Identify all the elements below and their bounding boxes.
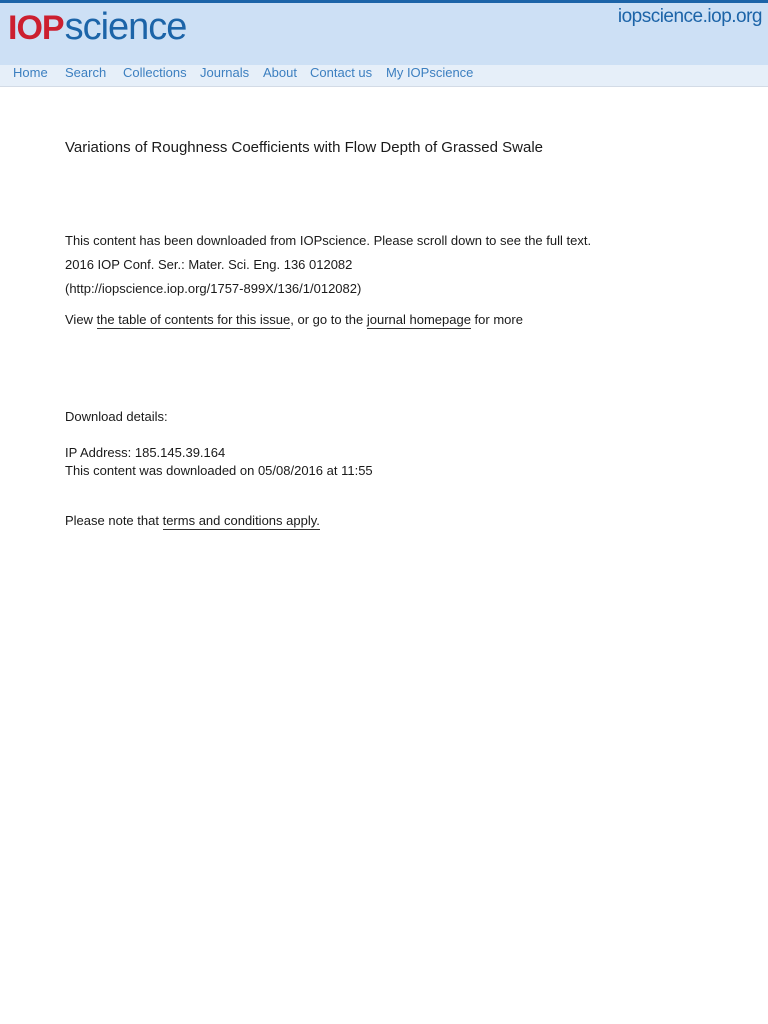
downloaded-note: This content has been downloaded from IOPscience. Please scroll down to see the full text. [65, 233, 592, 248]
journal-homepage-link[interactable]: journal homepage [366, 312, 471, 327]
nav-contact-us[interactable]: Contact us [310, 65, 373, 80]
nav-journals[interactable]: Journals [200, 65, 250, 80]
view-line [65, 312, 523, 328]
ip-address: IP Address: 185.145.39.164 [65, 445, 226, 460]
logo-science-text: science [64, 6, 187, 48]
nav-home[interactable]: Home [13, 65, 48, 80]
view-middle: , or go to the [290, 312, 367, 327]
terms-and-conditions-link[interactable]: terms and conditions apply. [162, 513, 320, 528]
download-details-heading: Download details: [65, 409, 168, 424]
view-suffix: for more [470, 312, 523, 327]
table-of-contents-link[interactable]: the table of contents for this issue [96, 312, 291, 327]
nav-collections[interactable]: Collections [123, 65, 187, 80]
main-nav [0, 65, 768, 87]
terms-line [65, 513, 320, 529]
view-prefix: View [65, 312, 97, 327]
nav-my-iopscience[interactable]: My IOPscience [386, 65, 474, 80]
article-title: Variations of Roughness Coefficients with Flow Depth of Grassed Swale [65, 139, 544, 156]
logo-iop-text: IOP [8, 9, 64, 47]
iopscience-logo[interactable] [8, 3, 186, 51]
site-header [0, 0, 768, 65]
article-citation: 2016 IOP Conf. Ser.: Mater. Sci. Eng. 136 012082 [65, 257, 353, 272]
nav-search[interactable]: Search [65, 65, 107, 80]
download-date: This content was downloaded on 05/08/2016 at 11:55 [65, 463, 373, 478]
nav-about[interactable]: About [263, 65, 297, 80]
site-url-link[interactable]: iopscience.iop.org [617, 6, 762, 27]
article-url: (http://iopscience.iop.org/1757-899X/136/1/012082) [65, 281, 362, 296]
terms-prefix: Please note that [65, 513, 163, 528]
